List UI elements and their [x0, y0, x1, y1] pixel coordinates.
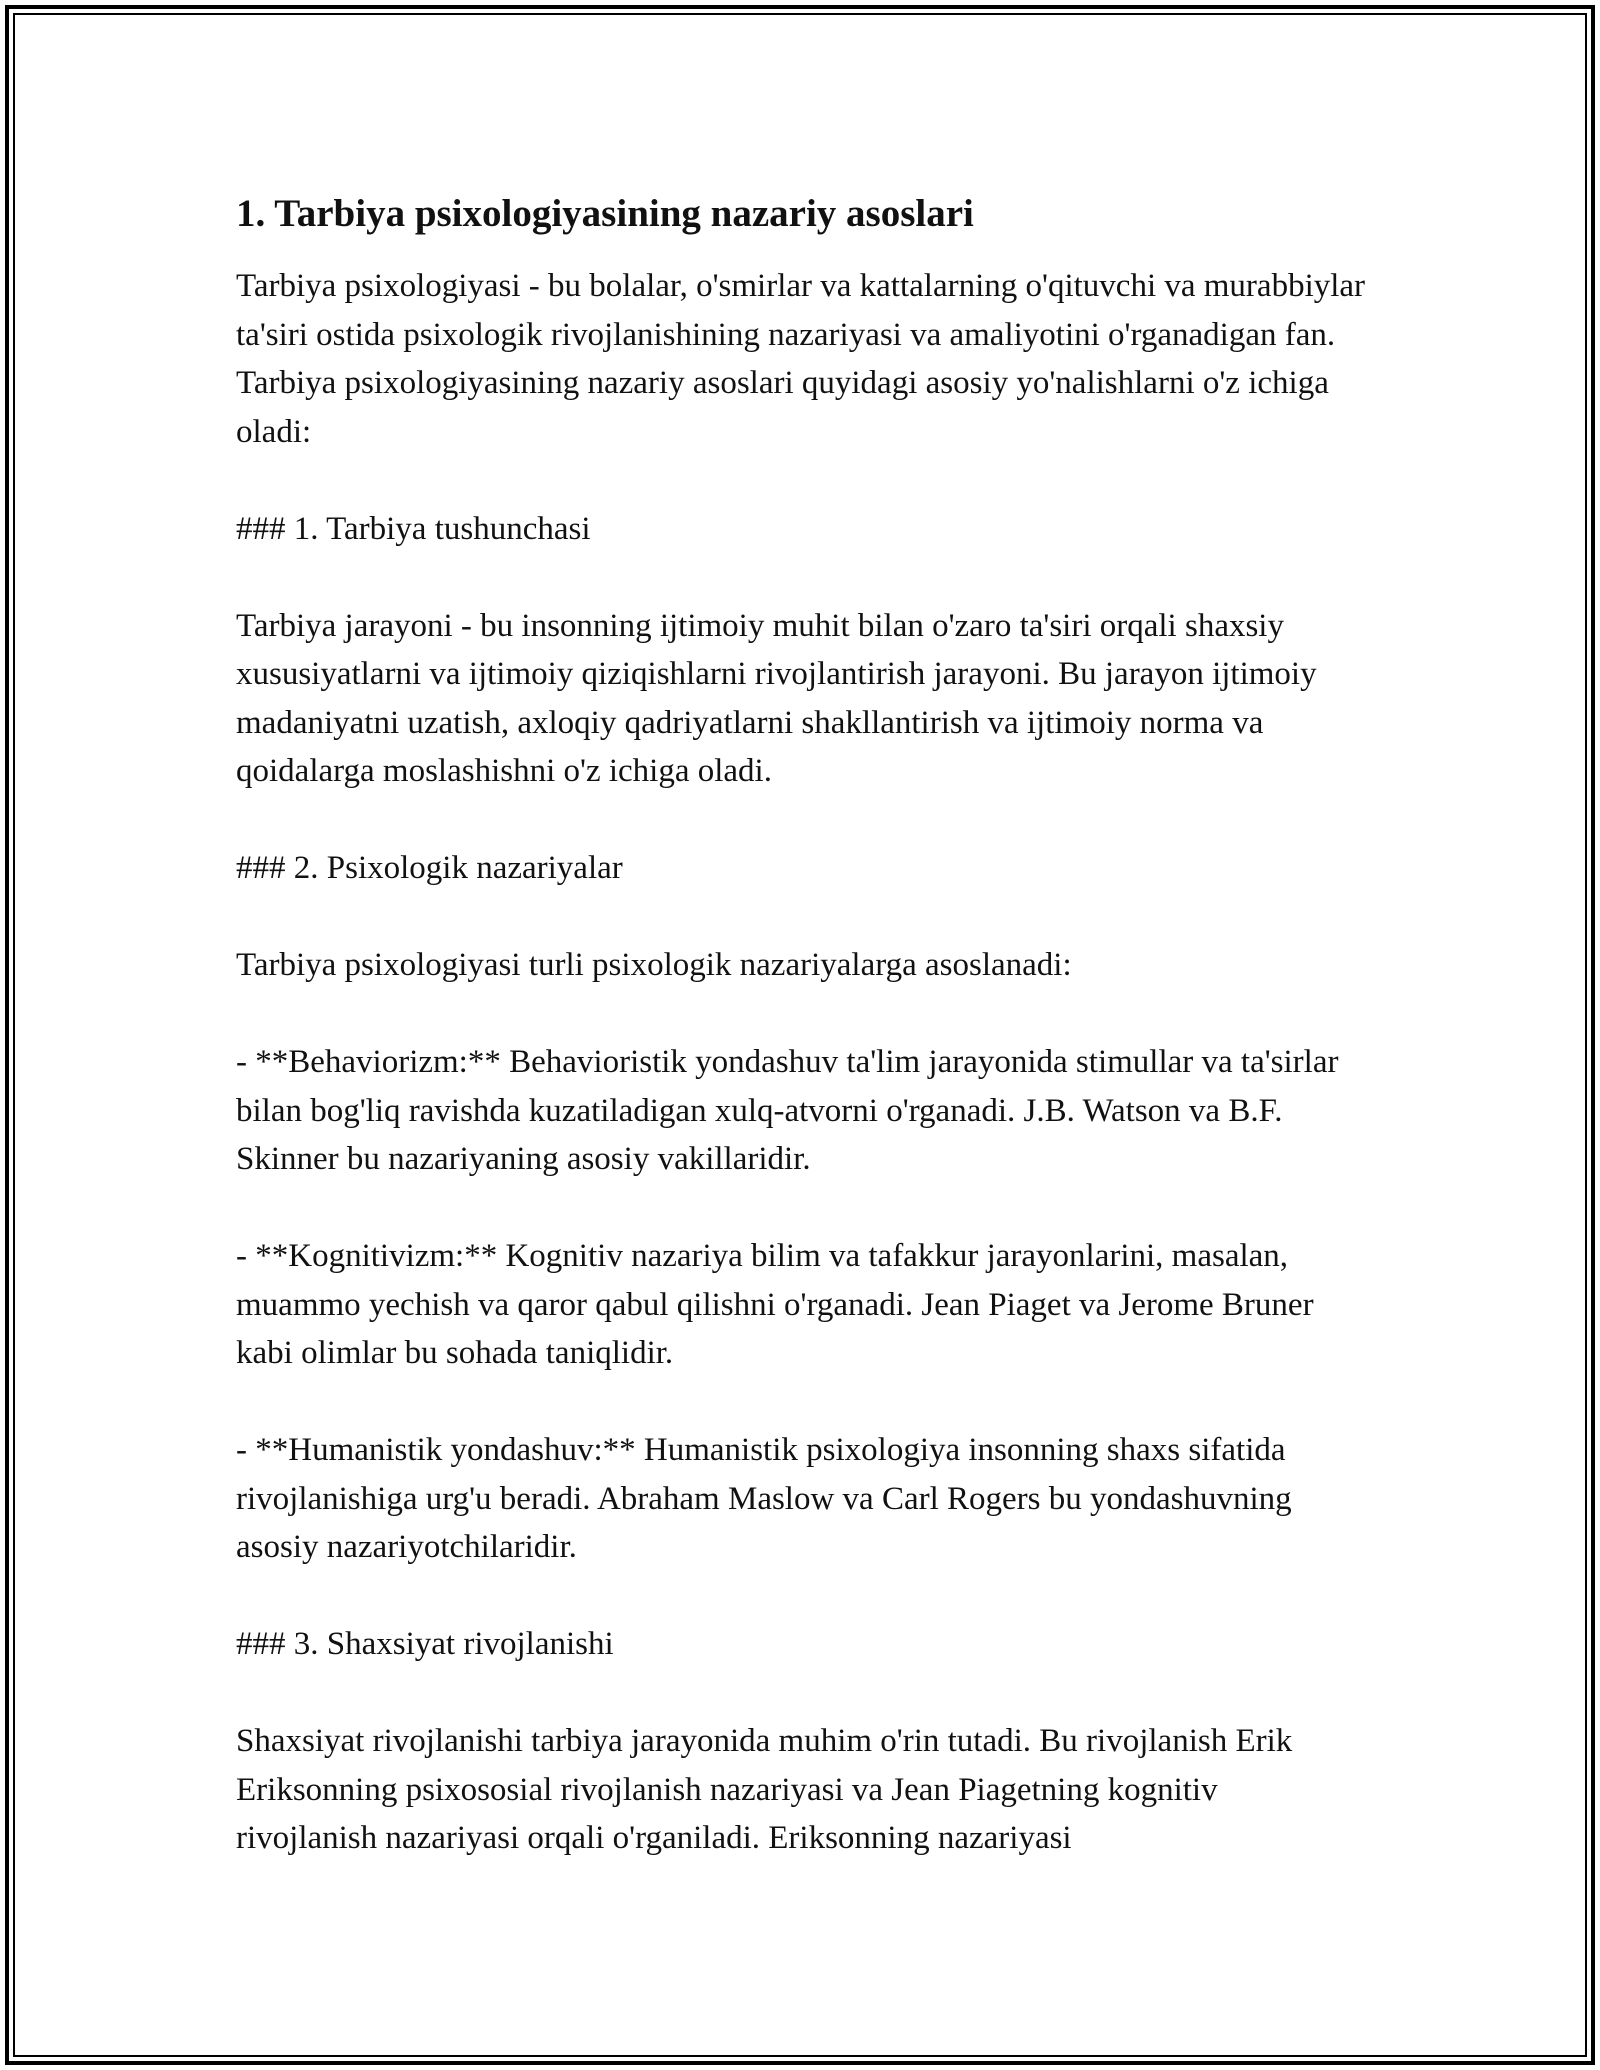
paragraph-tarbiya-jarayoni: Tarbiya jarayoni - bu insonning ijtimoiy muhit bilan o'zaro ta'siri orqali shaxsiy xususiyatlarni va ijtimoiy qiziqishlarni rivojlantirish jarayoni. Bu jarayon ijtimoiy madaniyatni uzatish, axloqiy qadriyatlarni shakllantirish va ijtimoiy norma va qoidalarga moslashishni o'z ichiga oladi. [236, 607, 1317, 789]
list-item-behaviorizm: - **Behaviorizm:** Behavioristik yondashuv ta'lim jarayonida stimullar va ta'sirlar bilan bog'liq ravishda kuzatiladigan xulq-atvorni o'rganadi. J.B. Watson va B.F. Skinner bu nazariyaning asosiy vakillaridir. [236, 1044, 1339, 1177]
list-item-kognitivizm: - **Kognitivizm:** Kognitiv nazariya bilim va tafakkur jarayonlarini, masalan, muammo yechish va qaror qabul qilishni o'rganadi. Jean Piaget va Jerome Bruner kabi olimlar bu sohada taniqlidir. [236, 1238, 1314, 1371]
section-heading-1: ### 1. Tarbiya tushunchasi [236, 510, 591, 547]
document-title: 1. Tarbiya psixologiyasining nazariy asoslari [236, 192, 974, 235]
list-item-humanistik: - **Humanistik yondashuv:** Humanistik psixologiya insonning shaxs sifatida rivojlanishiga urg'u beradi. Abraham Maslow va Carl Rogers bu yondashuvning asosiy nazariyotchilaridir. [236, 1432, 1292, 1565]
section-heading-2: ### 2. Psixologik nazariyalar [236, 850, 623, 886]
paragraph-nazariyalar: Tarbiya psixologiyasi turli psixologik nazariyalarga asoslanadi: [236, 947, 1072, 983]
intro-paragraph: Tarbiya psixologiyasi - bu bolalar, o'smirlar va kattalarning o'qituvchi va murabbiylar ta'siri ostida psixologik rivojlanishining nazariyasi va amaliyotini o'rganadigan fan. Tarbiya psixologiyasining nazariy asoslari quyidagi asosiy yo'nalishlarni o'z ichiga oladi: [236, 268, 1366, 450]
section-heading-3: ### 3. Shaxsiyat rivojlanishi [236, 1626, 614, 1662]
document-body [236, 186, 1366, 1863]
paragraph-shaxsiyat: Shaxsiyat rivojlanishi tarbiya jarayonida muhim o'rin tutadi. Bu rivojlanish Erik Eriksonning psixososial rivojlanish nazariyasi va Jean Piagetning kognitiv rivojlanish nazariyasi orqali o'rganiladi. Eriksonning nazariyasi [236, 1723, 1293, 1856]
